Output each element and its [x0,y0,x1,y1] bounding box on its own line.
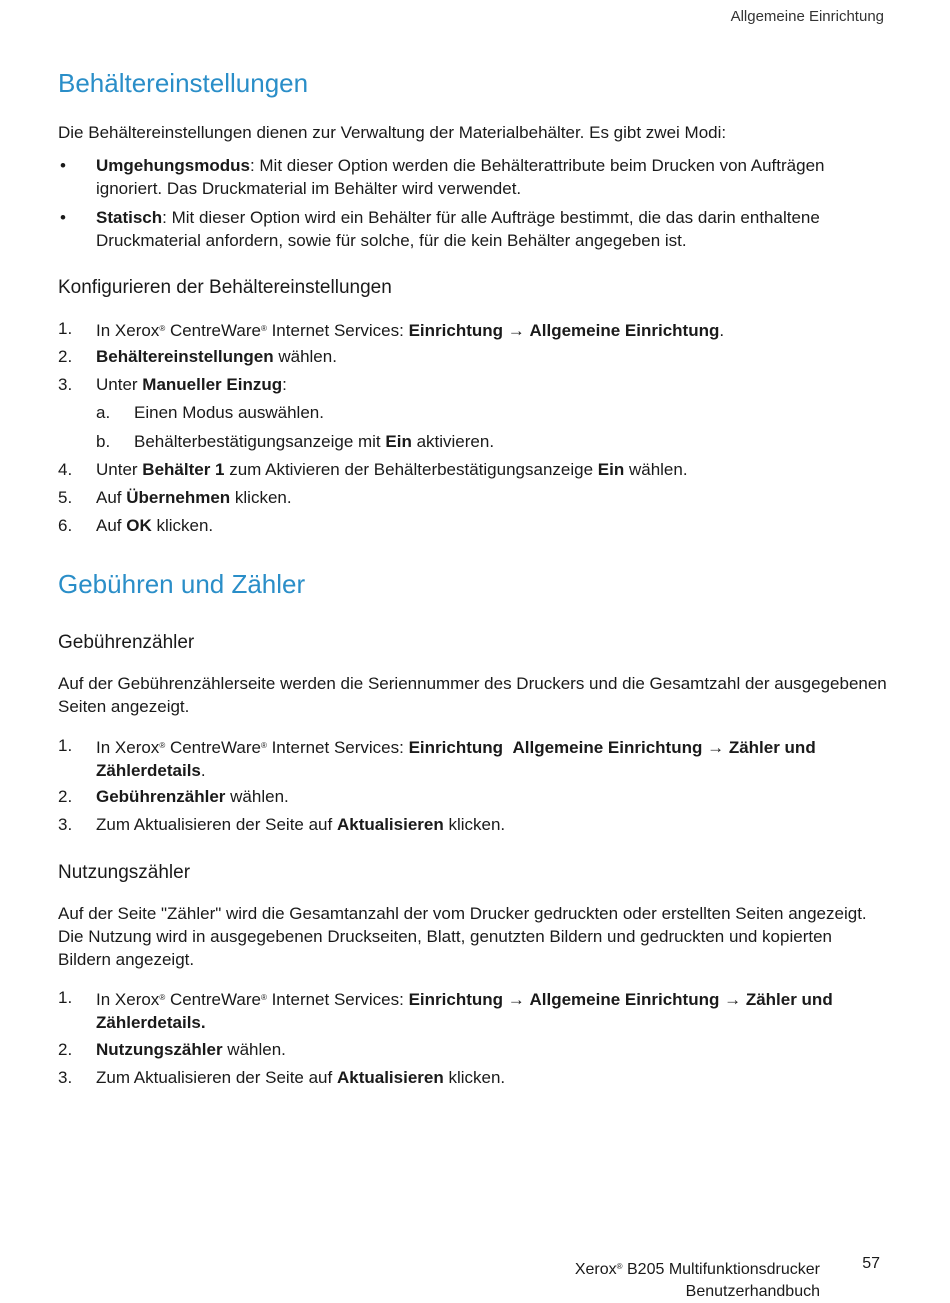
bullet-icon: • [60,156,66,175]
step-text: Unter [96,460,143,479]
menu-path: Einrichtung [408,738,504,757]
menu-path: Ein [385,432,412,451]
step-text: CentreWare [165,738,261,757]
menu-path: Allgemeine Einrichtung [529,990,720,1009]
menu-path: Zähler und Zählerdetails [96,738,816,780]
menu-path: Gebührenzähler [96,787,226,806]
step-text: Behälterbestätigungsanzeige mit [134,432,386,451]
bullet-text: : Mit dieser Option wird ein Behälter für alle Aufträge bestimmt, die das darin enthaltene Druckmaterial anfordern, sowie für solche, für die kein Behälter angegeben ist. [96,208,820,250]
step-text: . [200,761,206,780]
step-text: Auf [96,488,127,507]
menu-path: Einrichtung [408,321,504,340]
menu-path: Aktualisieren [336,1068,444,1087]
arrow-right-icon: → [503,990,530,1009]
registered-mark: ® [159,993,166,1002]
menu-path: Allgemeine Einrichtung [512,738,703,757]
step-text: Internet Services: [266,738,409,757]
step-text: In Xerox [96,738,160,757]
bullet-text: : Mit dieser Option werden die Behälterattribute beim Drucken von Aufträgen ignoriert. Das Druckmaterial im Behälter wird verwendet. [96,156,825,198]
registered-mark: ® [260,324,267,333]
section-title-gebuehren: Gebühren und Zähler [58,569,306,599]
menu-path: Nutzungszähler [96,1040,223,1059]
registered-mark: ® [260,993,267,1002]
step-text: CentreWare [165,990,261,1009]
menu-path: Ein [597,460,625,479]
step-text: Einen Modus auswählen. [134,403,324,422]
step-text: CentreWare [165,321,261,340]
step-number: 6. [58,516,73,535]
menu-path: Aktualisieren [336,815,444,834]
intro-paragraph: Auf der Gebührenzählerseite werden die Seriennummer des Druckers und die Gesamtzahl der ausgegebenen Seiten angezeigt. [58,674,887,716]
step-text: . [719,321,725,340]
step-text: Zum Aktualisieren der Seite auf [96,1068,337,1087]
arrow-right-icon: → [719,990,746,1009]
step-text: In Xerox [96,321,160,340]
step-number: 1. [58,319,73,338]
step-text: : [282,375,287,394]
step-text: wählen. [624,460,688,479]
step-text: Auf [96,516,127,535]
menu-path: OK [126,516,152,535]
footer-doc-title: Benutzerhandbuch [685,1283,820,1300]
arrow-right-icon: → [503,321,530,340]
footer-brand: Xerox [574,1261,617,1278]
step-number: 1. [58,988,73,1007]
menu-path: Zähler und Zählerdetails. [96,990,833,1032]
step-text: Internet Services: [266,321,409,340]
step-text: wählen. [225,787,289,806]
registered-mark: ® [159,324,166,333]
menu-path: Behälter 1 [142,460,225,479]
step-text: klicken. [443,815,506,834]
step-text: In Xerox [96,990,160,1009]
bullet-term: Umgehungsmodus [96,156,250,175]
menu-path: Behältereinstellungen [96,347,274,366]
step-text: Unter [96,375,143,394]
step-text: zum Aktivieren der Behälterbestätigungsanzeige [224,460,598,479]
footer-product-info [575,1256,820,1303]
step-text: wählen. [222,1040,286,1059]
menu-path: Manueller Einzug [142,375,283,394]
page-number: 57 [862,1255,880,1272]
step-number: 2. [58,1040,73,1059]
intro-paragraph: Auf der Seite "Zähler" wird die Gesamtanzahl der vom Drucker gedruckten oder erstellten Seiten angezeigt. Die Nutzung wird in ausgegebenen Druckseiten, Blatt, genutzten Bildern und gedruckten und kopierten Bildern angezeigt. [58,904,867,969]
step-number: 4. [58,460,73,479]
running-header: Allgemeine Einrichtung [730,8,884,25]
substep-letter: b. [96,432,111,451]
section-title-behaeltereinstellungen: Behältereinstellungen [58,68,309,98]
step-text: wählen. [273,347,337,366]
menu-path: Allgemeine Einrichtung [529,321,720,340]
substep-letter: a. [96,403,111,422]
subsection-title-nutzungszaehler: Nutzungszähler [58,862,191,883]
step-text: Zum Aktualisieren der Seite auf [96,815,337,834]
step-text: Internet Services: [266,990,409,1009]
step-number: 2. [58,787,73,806]
step-text: klicken. [443,1068,506,1087]
registered-mark: ® [159,741,166,750]
step-text: klicken. [151,516,214,535]
registered-mark: ® [616,1262,623,1271]
step-number: 3. [58,815,73,834]
bullet-icon: • [60,208,66,227]
step-text: aktivieren. [411,432,495,451]
bullet-term: Statisch [96,208,163,227]
step-text [503,738,512,757]
step-text: klicken. [230,488,292,507]
step-number: 1. [58,736,73,755]
arrow-right-icon: → [702,738,729,757]
subsection-title-gebuehrenzaehler: Gebührenzähler [58,632,195,653]
footer-product: B205 Multifunktionsdrucker [622,1261,820,1278]
step-number: 3. [58,375,73,394]
step-number: 5. [58,488,73,507]
subsection-title-konfigurieren: Konfigurieren der Behältereinstellungen [58,277,392,298]
menu-path: Einrichtung [408,990,504,1009]
registered-mark: ® [260,741,267,750]
step-number: 2. [58,347,73,366]
step-number: 3. [58,1068,73,1087]
intro-paragraph: Die Behältereinstellungen dienen zur Verwaltung der Materialbehälter. Es gibt zwei Modi: [58,123,727,142]
menu-path: Übernehmen [126,488,231,507]
